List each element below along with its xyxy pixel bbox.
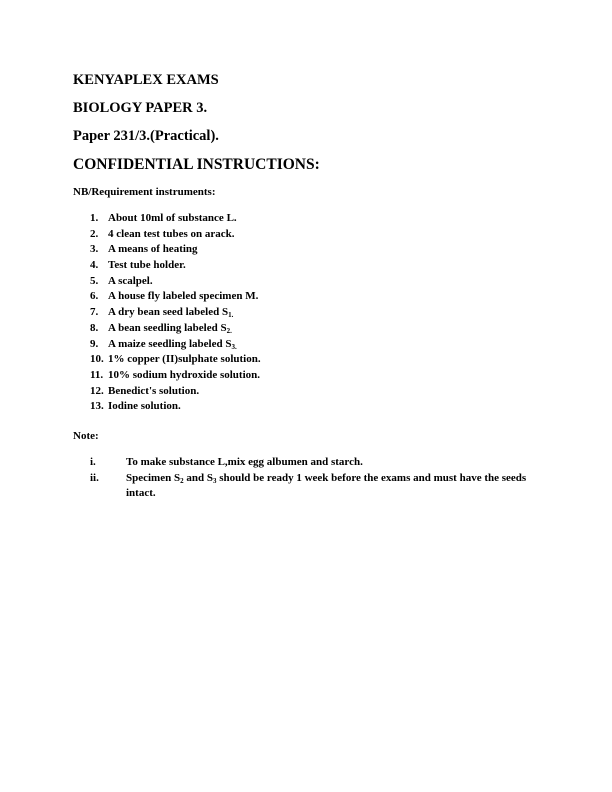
item-text: A house fly labeled specimen M. — [108, 290, 259, 303]
item-number: 6. — [90, 290, 99, 303]
item-text: Benedict's solution. — [108, 384, 200, 397]
note-number: ii. — [90, 471, 99, 484]
paper-code-heading: Paper 231/3.(Practical). — [73, 128, 219, 144]
item-text: A maize seedling labeled S — [108, 337, 232, 350]
list-item — [90, 384, 261, 400]
subscript: 3 — [212, 476, 217, 485]
confidential-instructions-heading: CONFIDENTIAL INSTRUCTIONS: — [73, 156, 320, 173]
item-number: 11. — [90, 368, 104, 381]
list-item — [90, 399, 261, 415]
list-item — [90, 227, 261, 243]
notes-list — [90, 455, 546, 502]
subscript: 1. — [228, 311, 234, 320]
subscript: 3. — [231, 342, 237, 351]
requirements-label: NB/Requirement instruments: — [73, 186, 216, 198]
list-item — [90, 289, 261, 305]
exam-provider-heading: KENYAPLEX EXAMS — [73, 72, 219, 88]
item-text: A scalpel. — [108, 274, 153, 287]
list-item — [90, 305, 261, 321]
subscript: 2 — [180, 476, 184, 485]
list-item — [90, 337, 261, 353]
item-number: 7. — [90, 306, 99, 319]
item-text: 10% sodium hydroxide solution. — [108, 368, 261, 381]
note-text — [126, 455, 546, 471]
list-item — [90, 242, 261, 258]
item-number: 8. — [90, 321, 99, 334]
note-text-part: should be ready 1 week before the exams and must have the seeds intact. — [126, 471, 527, 499]
item-number: 5. — [90, 274, 99, 287]
item-text: A dry bean seed labeled S — [108, 306, 229, 319]
item-text: About 10ml of substance L. — [108, 212, 237, 224]
item-number: 10. — [90, 353, 104, 366]
item-number: 1. — [90, 212, 99, 224]
item-text: 1% copper (II)sulphate solution. — [108, 353, 261, 366]
note-item — [90, 455, 546, 471]
requirements-list — [90, 211, 261, 415]
note-text-part: Specimen S — [126, 471, 181, 484]
list-item — [90, 211, 261, 227]
list-item — [90, 352, 261, 368]
list-item — [90, 321, 261, 337]
item-number: 4. — [90, 259, 99, 272]
item-text: A bean seedling labeled S — [108, 321, 227, 334]
item-number: 13. — [90, 400, 104, 413]
subscript: 2. — [226, 326, 232, 335]
list-item — [90, 274, 261, 290]
item-number: 9. — [90, 337, 99, 350]
note-text-part: and S — [183, 471, 213, 484]
item-number: 12. — [90, 384, 104, 397]
note-text-part: To make substance L,mix egg albumen and starch. — [126, 456, 363, 468]
item-text: Iodine solution. — [108, 400, 181, 413]
note-number: i. — [90, 456, 96, 468]
item-text: Test tube holder. — [108, 259, 186, 272]
note-text — [126, 471, 546, 502]
item-number: 3. — [90, 243, 99, 256]
list-item — [90, 368, 261, 384]
item-text: 4 clean test tubes on arack. — [108, 227, 235, 240]
list-item — [90, 258, 261, 274]
item-number: 2. — [90, 227, 99, 240]
subject-heading: BIOLOGY PAPER 3. — [73, 100, 208, 116]
note-label: Note: — [73, 430, 99, 442]
note-item — [90, 471, 546, 502]
item-text: A means of heating — [108, 243, 198, 256]
